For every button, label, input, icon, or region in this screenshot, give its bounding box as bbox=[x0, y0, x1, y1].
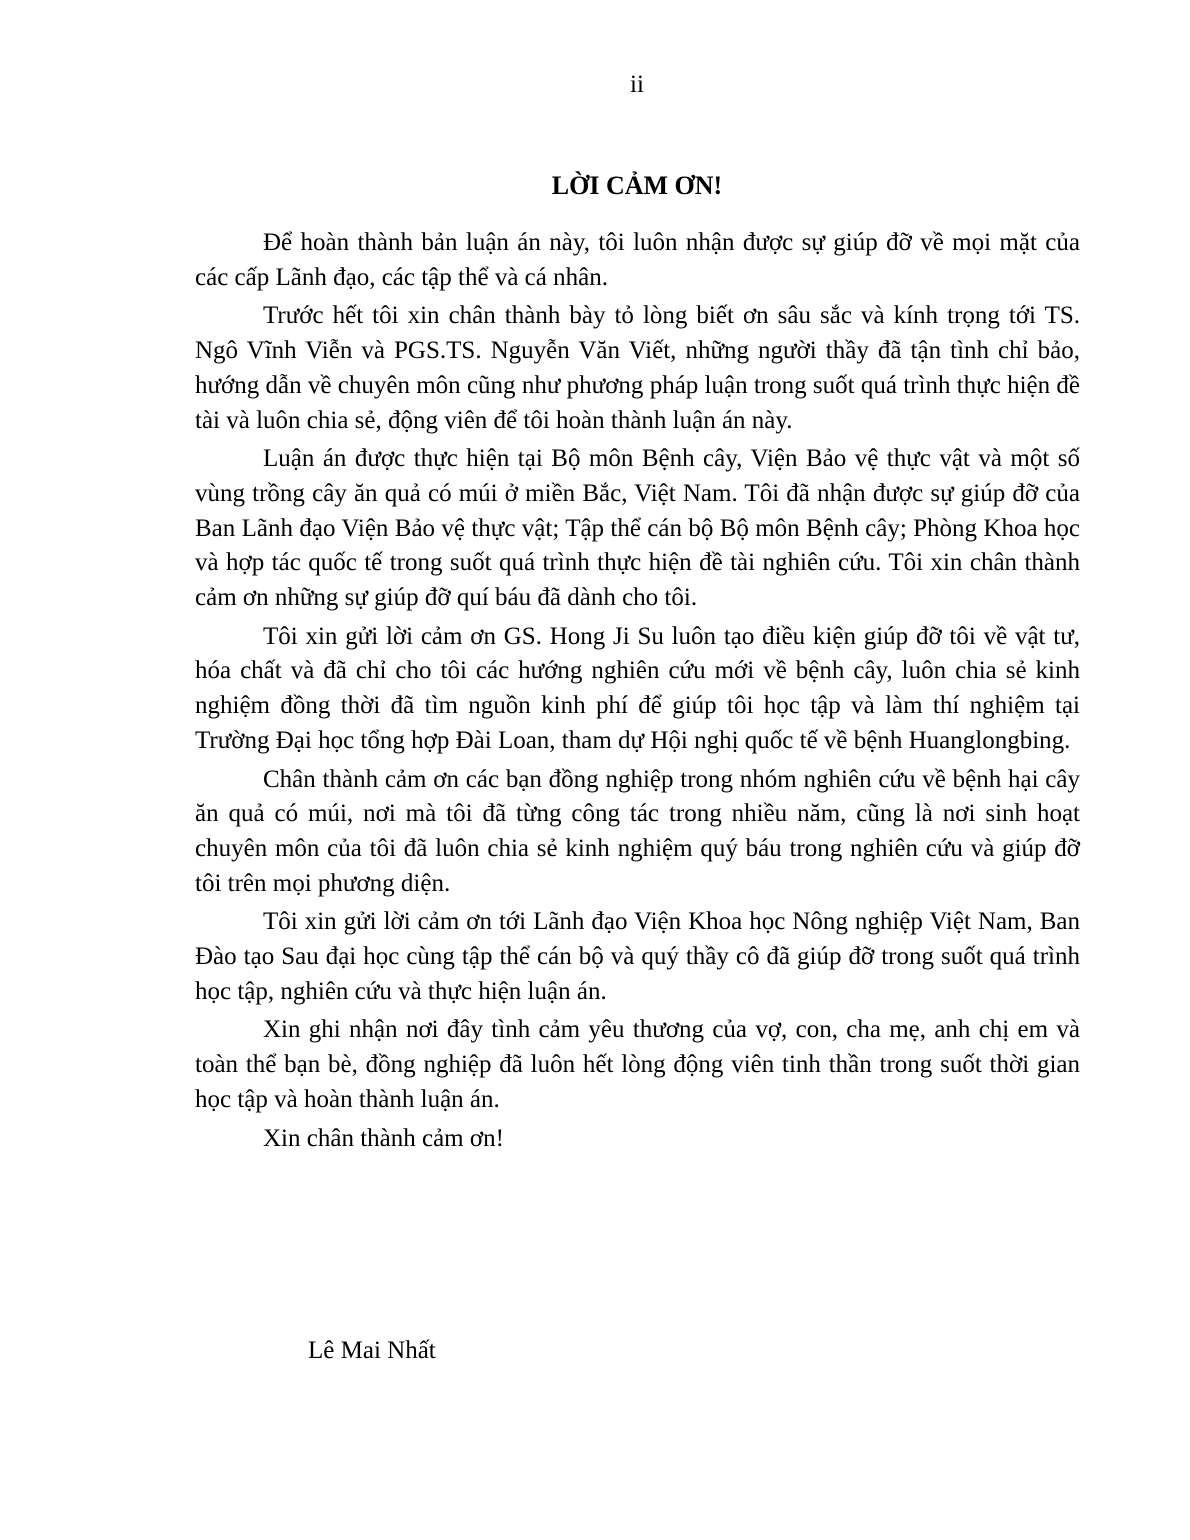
paragraph: Tôi xin gửi lời cảm ơn tới Lãnh đạo Viện Khoa học Nông nghiệp Việt Nam, Ban Đào tạo Sau đại học cùng tập thể cán bộ và quý thầy cô đã giúp đỡ trong suốt quá trình học tập, nghiên cứu và thực hiện luận án. bbox=[195, 908, 1080, 1005]
paragraph: Chân thành cảm ơn các bạn đồng nghiệp trong nhóm nghiên cứu về bệnh hại cây ăn quả có múi, nơi mà tôi đã từng công tác trong nhiều năm, cũng là nơi sinh hoạt chuyên môn của tôi đã luôn chia sẻ kinh nghiệm quý báu trong nghiên cứu và giúp đỡ tôi trên mọi phương diện. bbox=[195, 765, 1080, 897]
signature-name: Lê Mai Nhất bbox=[308, 1337, 436, 1364]
page-number: ii bbox=[630, 71, 644, 98]
paragraph: Tôi xin gửi lời cảm ơn GS. Hong Ji Su luôn tạo điều kiện giúp đỡ tôi về vật tư, hóa chất và đã chỉ cho tôi các hướng nghiên cứu mới về bệnh cây, luôn chia sẻ kinh nghiệm đồng thời đã tìm nguồn kinh phí để giúp tôi học tập và làm thí nghiệm tại Trường Đại học tổng hợp Đài Loan, tham dự Hội nghị quốc tế về bệnh Huanglongbing. bbox=[195, 622, 1080, 754]
closing-line: Xin chân thành cảm ơn! bbox=[263, 1124, 504, 1152]
paragraph: Luận án được thực hiện tại Bộ môn Bệnh cây, Viện Bảo vệ thực vật và một số vùng trồng cây ăn quả có múi ở miền Bắc, Việt Nam. Tôi đã nhận được sự giúp đỡ của Ban Lãnh đạo Viện Bảo vệ thực vật; Tập thể cán bộ Bộ môn Bệnh cây; Phòng Khoa học và hợp tác quốc tế trong suốt quá trình thực hiện đề tài nghiên cứu. Tôi xin chân thành cảm ơn những sự giúp đỡ quí báu đã dành cho tôi. bbox=[195, 445, 1080, 612]
page-title: LỜI CẢM ƠN! bbox=[551, 171, 723, 200]
paragraph: Để hoàn thành bản luận án này, tôi luôn nhận được sự giúp đỡ về mọi mặt của các cấp Lãnh đạo, các tập thể và cá nhân. bbox=[195, 229, 1080, 291]
acknowledgement-body bbox=[195, 226, 1080, 1160]
paragraph: Trước hết tôi xin chân thành bày tỏ lòng biết ơn sâu sắc và kính trọng tới TS. Ngô Vĩnh Viễn và PGS.TS. Nguyễn Văn Viết, những người thầy đã tận tình chỉ bảo, hướng dẫn về chuyên môn cũng như phương pháp luận trong suốt quá trình thực hiện đề tài và luôn chia sẻ, động viên để tôi hoàn thành luận án này. bbox=[195, 302, 1080, 434]
paragraph: Xin ghi nhận nơi đây tình cảm yêu thương của vợ, con, cha mẹ, anh chị em và toàn thể bạn bè, đồng nghiệp đã luôn hết lòng động viên tinh thần trong suốt thời gian học tập và hoàn thành luận án. bbox=[195, 1016, 1080, 1113]
